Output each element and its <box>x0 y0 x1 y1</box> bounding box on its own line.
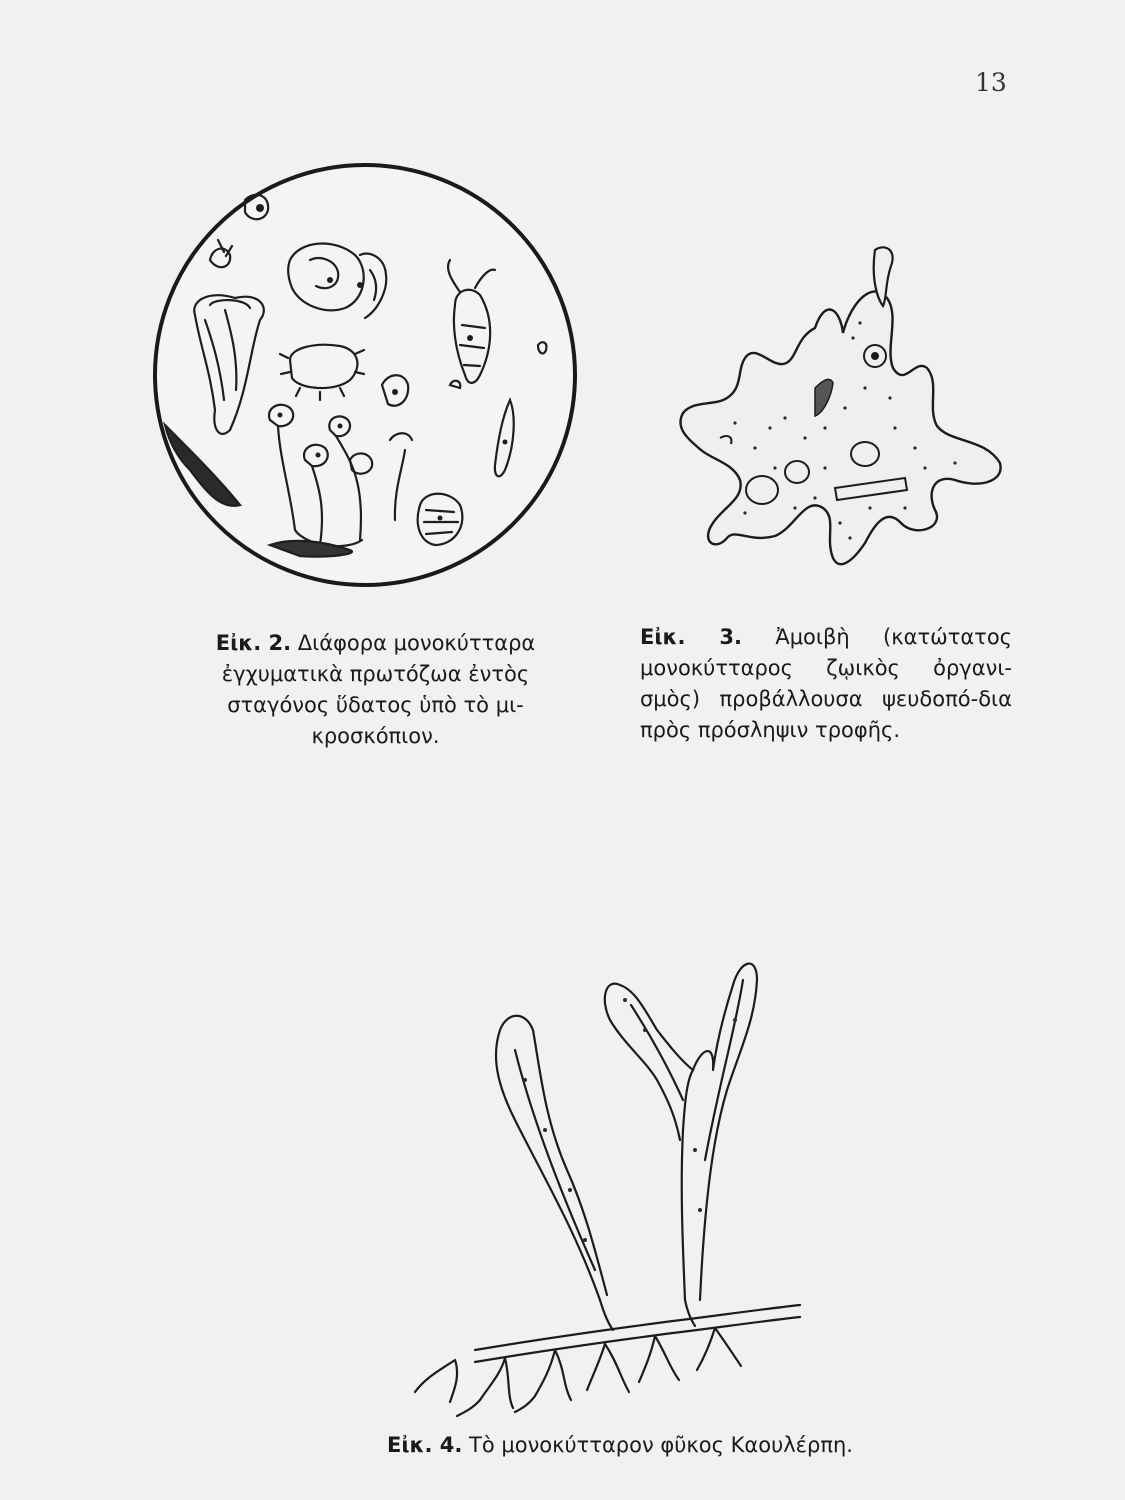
page-number: 13 <box>975 68 1007 97</box>
figure-2-caption <box>188 628 563 752</box>
figure-2-caption-text: Διάφορα μονοκύτταρα ἐγχυματικὰ πρωτόζωα ἐντὸς σταγόνος ὕδατος ὑπὸ τὸ μι-κροσκόπιον. <box>221 631 536 748</box>
figure-2-illustration <box>150 160 580 590</box>
figure-4-illustration <box>395 930 815 1420</box>
figure-4-caption <box>320 1430 920 1461</box>
figure-3-caption <box>640 622 1012 746</box>
figure-2-label: Εἰκ. 2. <box>215 631 292 655</box>
figure-4-caption-text: Τὸ μονοκύτταρον φῦκος Καουλέρπη. <box>469 1433 853 1457</box>
figure-3-caption-text: Ἀμοιβὴ (κατώτατος μονοκύτταρος ζῳικὸς ὀργανι-σμὸς) προβάλλουσα ψευδοπό-δια πρὸς πρόσληψιν τροφῆς. <box>640 625 1012 742</box>
figure-4-label: Εἰκ. 4. <box>387 1433 463 1457</box>
figure-3-illustration <box>665 238 1015 598</box>
figure-3-label: Εἰκ. 3. <box>640 625 742 649</box>
